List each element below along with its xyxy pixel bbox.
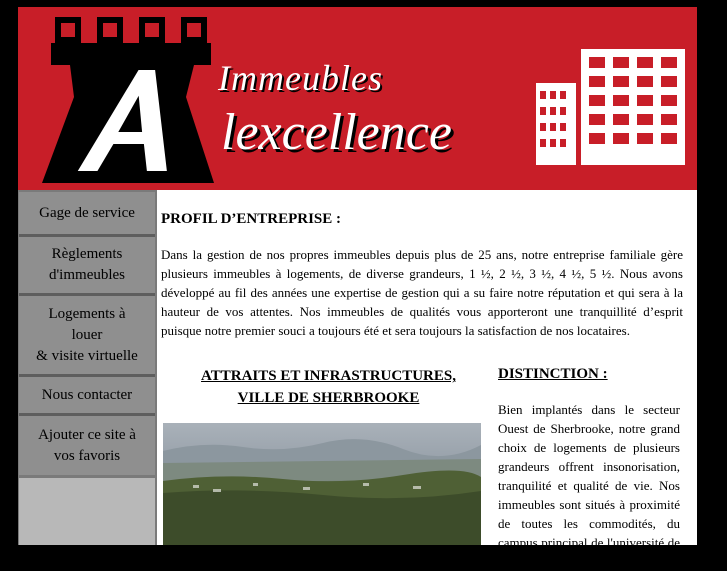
nav-gage-de-service[interactable] [19,192,155,234]
nav-label: vos favoris [53,447,121,464]
sherbrooke-city-photo [163,423,481,545]
nav-reglements-immeubles[interactable] [19,237,155,293]
sidebar-nav [18,190,157,545]
attraits-heading-line1: ATTRAITS ET INFRASTRUCTURES, [201,368,456,384]
right-margin [697,190,727,545]
attraits-heading-line2: VILLE DE SHERBROOKE [237,390,420,406]
apartment-building-icon [533,45,693,165]
nav-label: & visite virtuelle [36,347,138,364]
nav-label: louer [71,326,103,343]
nav-nous-contacter[interactable] [19,377,155,413]
header-banner [18,7,697,190]
distinction-heading: DISTINCTION : [498,366,608,382]
nav-label: Gage de service [39,204,135,221]
main-content [157,190,697,569]
castle-tower-logo-icon [18,7,228,190]
brand-title-line1: Immeubles [218,58,383,98]
brand-title-line2: lexcellence [221,104,452,161]
nav-label: d'immeubles [48,267,126,283]
distinction-paragraph: Bien implantés dans le secteur Ouest de Sherbrooke, notre grand choix de logements de plusieurs grandeurs offrent insonorisation, tranquilité et qualité de vie. Nos immeubles sont situés à proximité de toutes les commodités, du campus principal de l'université de Sherbrooke, des principaux [498,402,680,569]
attraits-heading [157,365,500,409]
profil-paragraph: Dans la gestion de nos propres immeubles depuis plus de 25 ans, notre entreprise familiale gère plusieurs immeubles à logements, de diverse grandeurs, 1 ½, 2 ½, 3 ½, 4 ½, 5 ½. Nous avons développé au fil des années une expertise de gestion qui a su faire notre réputation et qui sera à la hauteur de vos attentes. Nos immeubles de qualités vous apporteront une tranquillité d’esprit puisque notre premier souci a toujours été et sera toujours la satisfaction de nos locataires. [161,247,683,338]
profil-heading: PROFIL D’ENTREPRISE : [161,211,342,227]
nav-ajouter-favoris[interactable] [19,416,155,475]
nav-label: Logements à [48,305,126,322]
nav-label: Nous contacter [41,386,133,403]
nav-label: Ajouter ce site à [38,426,136,443]
nav-logements-a-louer[interactable] [19,296,155,374]
nav-label: Règlements [51,246,123,262]
sidebar-footer-panel [19,478,155,545]
